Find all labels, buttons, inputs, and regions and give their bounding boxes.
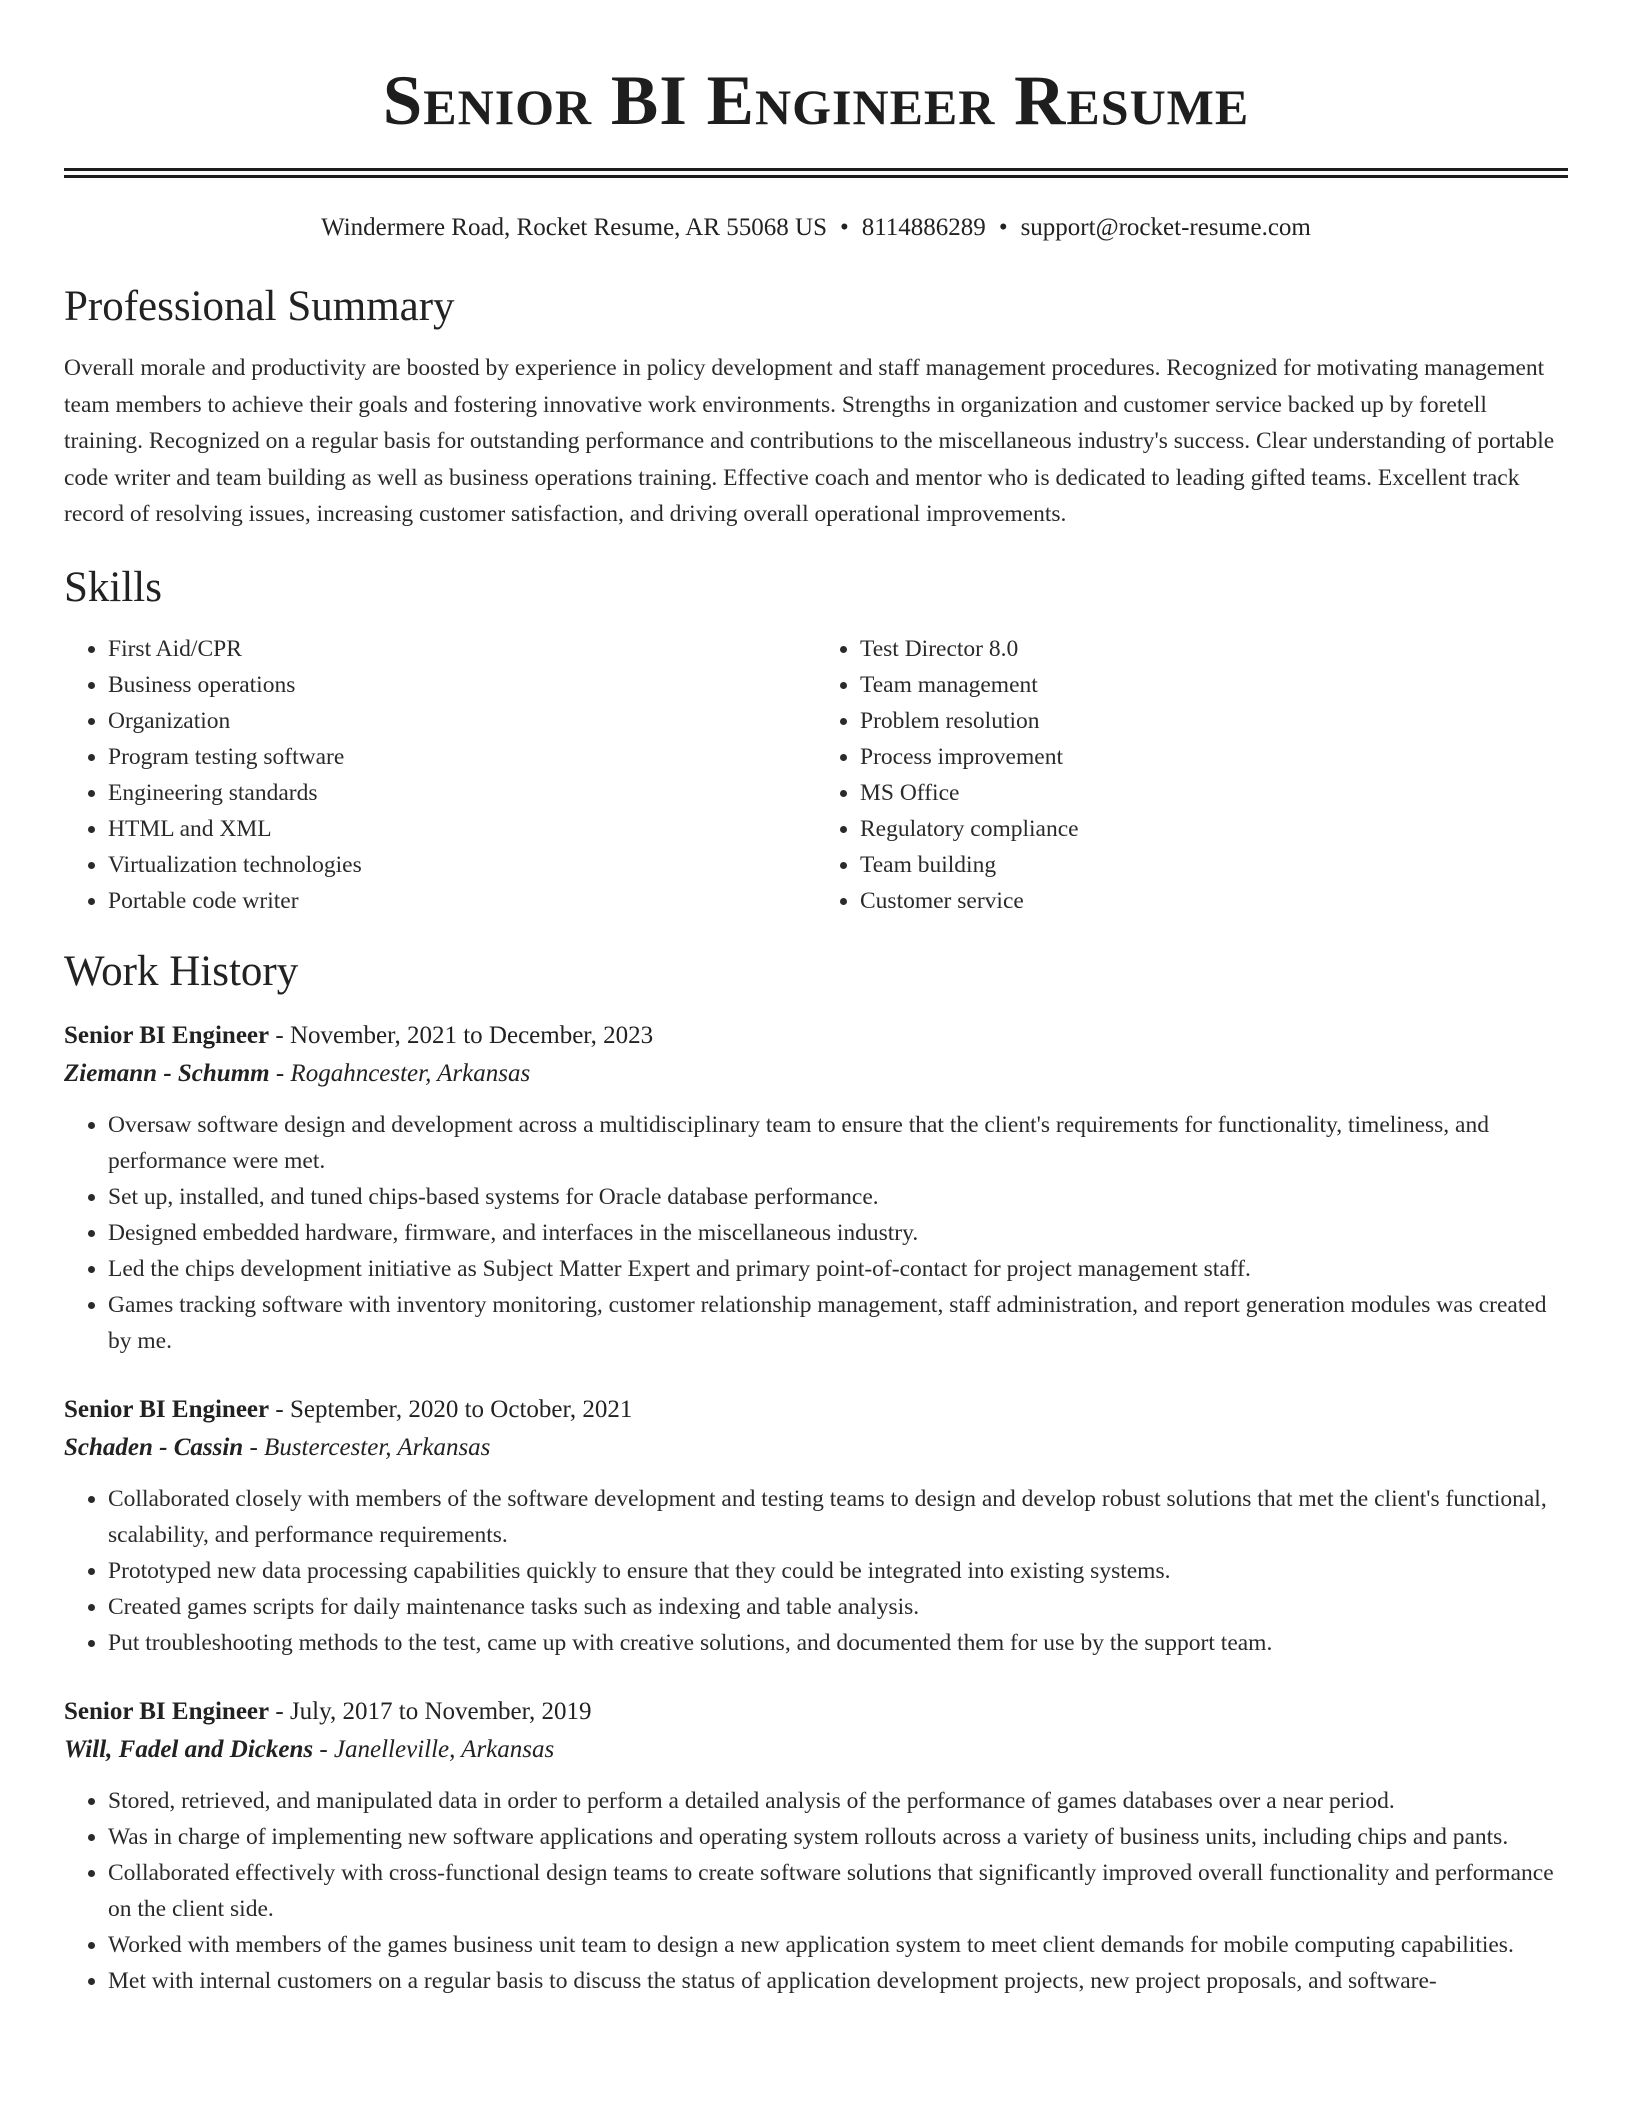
job-entry [64, 1017, 1568, 1359]
job-header [64, 1391, 1568, 1429]
company-name: Will, Fadel and Dickens [64, 1735, 314, 1763]
duty-item: • Games tracking software with inventory monitoring, customer relationship management, staff administration, and report generation modules was created by me. [108, 1287, 1568, 1359]
contact-line [64, 212, 1568, 244]
skill-item: • Engineering standards [108, 775, 816, 811]
duty-item: • Led the chips development initiative as Subject Matter Expert and primary point-of-contact for project management staff. [108, 1251, 1568, 1287]
job-employer [64, 1429, 1568, 1467]
job-dates: - September, 2020 to October, 2021 [269, 1395, 633, 1423]
company-name: Ziemann - Schumm [64, 1059, 270, 1087]
job-entry [64, 1391, 1568, 1661]
job-header [64, 1017, 1568, 1055]
skill-item: • Business operations [108, 667, 816, 703]
job-location: - Janelleville, Arkansas [313, 1735, 555, 1763]
skill-item: • MS Office [860, 775, 1568, 811]
duty-item: • Created games scripts for daily maintenance tasks such as indexing and table analysis. [108, 1589, 1568, 1625]
job-employer [64, 1731, 1568, 1769]
contact-phone: 8114886289 [861, 214, 986, 241]
skills-heading: Skills [64, 563, 162, 611]
summary-text: Overall morale and productivity are boosted by experience in policy development and staff management procedures. Recognized for motivating management team members to achieve their goals and fostering innovative work environments. Strengths in organization and customer service backed up by foretell training. Recognized on a regular basis for outstanding performance and contributions to the miscellaneous industry's success. Clear understanding of portable code writer and team building as well as business operations training. Effective coach and mentor who is dedicated to leading gifted teams. Excellent track record of resolving issues, increasing customer satisfaction, and driving overall operational improvements. [64, 355, 1555, 527]
skills-column-right [816, 631, 1568, 919]
contact-separator: • [839, 214, 849, 241]
skill-item: • Problem resolution [860, 703, 1568, 739]
job-dates: - November, 2021 to December, 2023 [269, 1021, 654, 1049]
duty-item: • Collaborated closely with members of the software development and testing teams to design and develop robust solutions that met the client's functional, scalability, and performance requirements. [108, 1481, 1568, 1553]
title-divider [64, 168, 1568, 178]
job-header [64, 1693, 1568, 1731]
duty-item: • Met with internal customers on a regular basis to discuss the status of application development projects, new project proposals, and software- [108, 1963, 1568, 1999]
job-duties [64, 1783, 1568, 1999]
job-employer [64, 1055, 1568, 1093]
skill-item: • Process improvement [860, 739, 1568, 775]
job-title: Senior BI Engineer [64, 1021, 270, 1049]
job-duties [64, 1107, 1568, 1359]
summary-heading: Professional Summary [64, 283, 455, 330]
skill-item: • Portable code writer [108, 883, 816, 919]
duty-item: • Collaborated effectively with cross-functional design teams to create software solutions that significantly improved overall functionality and performance on the client side. [108, 1855, 1568, 1927]
job-location: - Rogahncester, Arkansas [269, 1059, 531, 1087]
duty-item: • Designed embedded hardware, firmware, and interfaces in the miscellaneous industry. [108, 1215, 1568, 1251]
duty-item: • Was in charge of implementing new software applications and operating system rollouts across a variety of business units, including chips and pants. [108, 1819, 1568, 1855]
contact-separator: • [998, 214, 1008, 241]
skill-item: • Organization [108, 703, 816, 739]
job-title: Senior BI Engineer [64, 1395, 270, 1423]
duty-item: • Stored, retrieved, and manipulated data in order to perform a detailed analysis of the performance of games databases over a near period. [108, 1783, 1568, 1819]
skill-item: • HTML and XML [108, 811, 816, 847]
job-duties [64, 1481, 1568, 1661]
duty-item: • Put troubleshooting methods to the test, came up with creative solutions, and documented them for use by the support team. [108, 1625, 1568, 1661]
job-entry [64, 1693, 1568, 1999]
skill-item: • Regulatory compliance [860, 811, 1568, 847]
job-dates: - July, 2017 to November, 2019 [269, 1697, 592, 1725]
duty-item: • Prototyped new data processing capabilities quickly to ensure that they could be integrated into existing systems. [108, 1553, 1568, 1589]
skills-list [64, 631, 1568, 919]
contact-address: Windermere Road, Rocket Resume, AR 55068 US [321, 214, 827, 241]
skill-item: • Virtualization technologies [108, 847, 816, 883]
contact-email: support@rocket-resume.com [1020, 214, 1311, 241]
company-name: Schaden - Cassin [64, 1433, 244, 1461]
duty-item: • Set up, installed, and tuned chips-based systems for Oracle database performance. [108, 1179, 1568, 1215]
skill-item: • Team management [860, 667, 1568, 703]
skill-item: • Team building [860, 847, 1568, 883]
skills-column-left [64, 631, 816, 919]
job-title: Senior BI Engineer [64, 1697, 270, 1725]
skill-item: • Customer service [860, 883, 1568, 919]
work-history-heading: Work History [64, 947, 299, 995]
skill-item: • Test Director 8.0 [860, 631, 1568, 667]
resume-title: Senior BI Engineer Resume [382, 62, 1250, 140]
skill-item: • First Aid/CPR [108, 631, 816, 667]
duty-item: • Oversaw software design and development across a multidisciplinary team to ensure that the client's requirements for functionality, timeliness, and performance were met. [108, 1107, 1568, 1179]
skill-item: • Program testing software [108, 739, 816, 775]
job-location: - Bustercester, Arkansas [243, 1433, 491, 1461]
duty-item: • Worked with members of the games business unit team to design a new application system to meet client demands for mobile computing capabilities. [108, 1927, 1568, 1963]
